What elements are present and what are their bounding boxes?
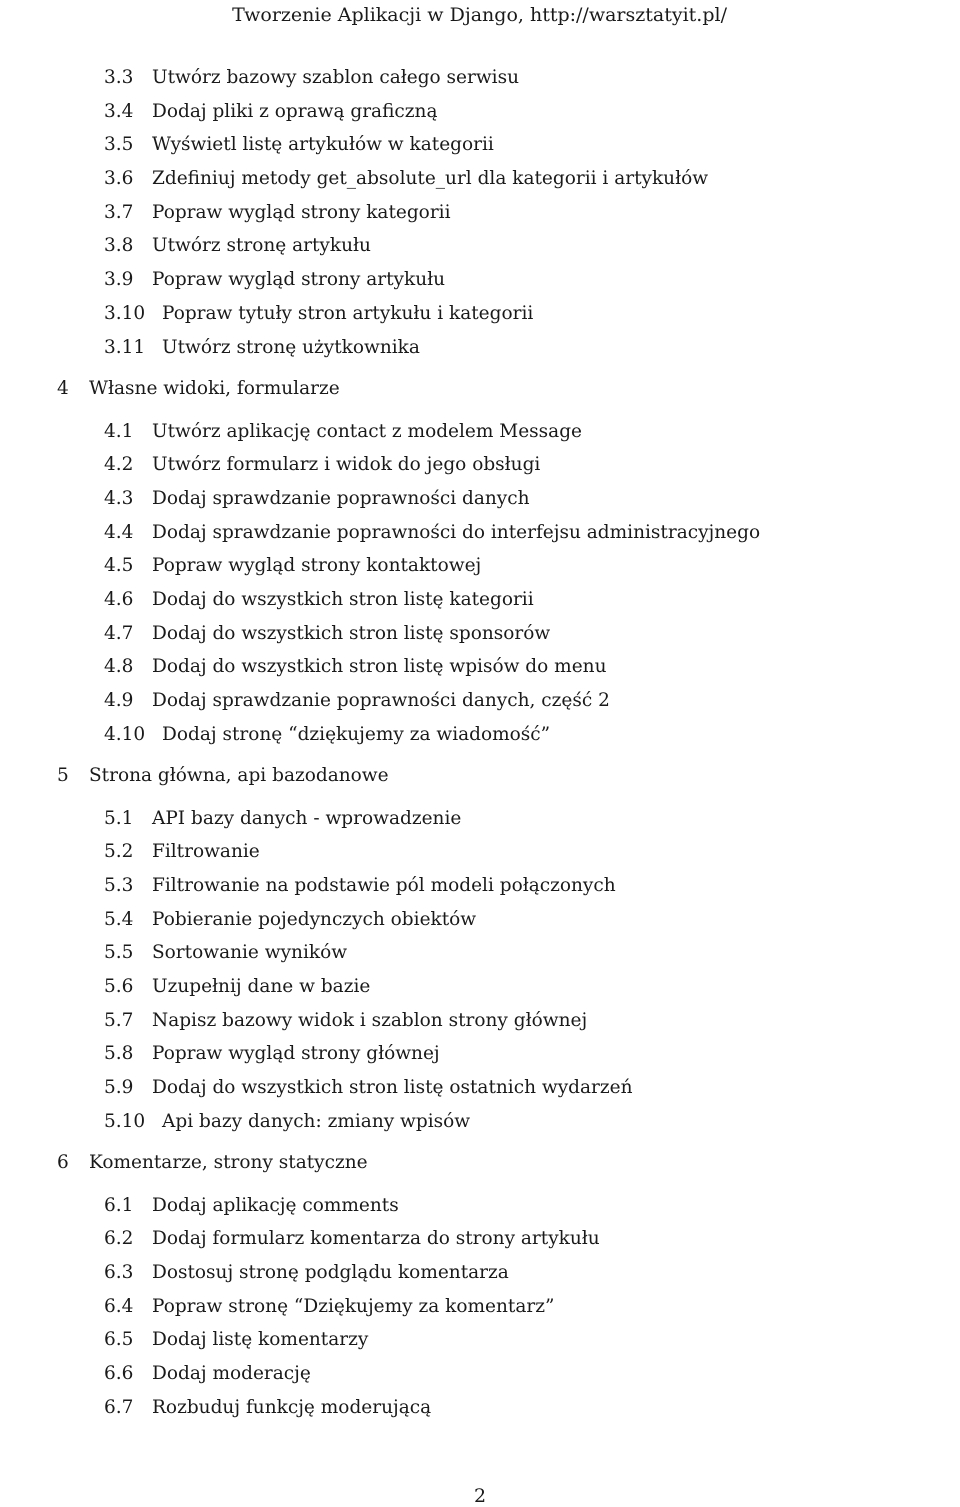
toc-entry-number: 3.9 — [104, 269, 134, 290]
toc-entry-number: 4.4 — [104, 522, 134, 543]
toc-entry-title: Popraw tytuły stron artykułu i kategorii — [162, 303, 534, 324]
toc-entry-number: 3.8 — [104, 235, 134, 256]
toc-entry-number: 5.6 — [104, 976, 134, 997]
toc-entry-title: Sortowanie wyników — [152, 942, 348, 963]
toc-entry-title: Dodaj moderację — [152, 1363, 311, 1384]
toc-entry-title: Popraw wygląd strony kontaktowej — [152, 555, 482, 576]
toc-entry-number: 6.2 — [104, 1228, 134, 1249]
toc-entry-number: 3.11 — [104, 337, 146, 358]
toc-entry-number: 4.5 — [104, 555, 134, 576]
toc-entry-title: Popraw stronę “Dziękujemy za komentarz” — [152, 1296, 555, 1317]
toc-entry-title: Dostosuj stronę podglądu komentarza — [152, 1262, 509, 1283]
toc-entry-title: Dodaj listę komentarzy — [152, 1329, 369, 1350]
toc-entry-number: 3.7 — [104, 202, 134, 223]
toc-entry-number: 4 — [57, 378, 69, 399]
toc-entry-title: Dodaj pliki z oprawą graficzną — [152, 101, 438, 122]
running-header: Tworzenie Aplikacji w Django, http://warsztatyit.pl/ — [232, 4, 727, 26]
toc-entry-title: Dodaj do wszystkich stron listę sponsorów — [152, 623, 551, 644]
toc-entry-number: 3.6 — [104, 168, 134, 189]
toc-entry-title: Pobieranie pojedynczych obiektów — [152, 909, 477, 930]
toc-entry-title: Wyświetl listę artykułów w kategorii — [152, 134, 494, 155]
toc-entry-title: Rozbuduj funkcję moderującą — [152, 1397, 432, 1418]
toc-entry-number: 6.5 — [104, 1329, 134, 1350]
page-number: 2 — [473, 1485, 487, 1507]
toc-entry-title: Utwórz bazowy szablon całego serwisu — [152, 67, 520, 88]
toc-entry-number: 4.9 — [104, 690, 134, 711]
toc-entry-title: Popraw wygląd strony głównej — [152, 1043, 440, 1064]
toc-entry-number: 3.3 — [104, 67, 134, 88]
toc-entry-number: 4.10 — [104, 724, 146, 745]
toc-entry-number: 6.4 — [104, 1296, 134, 1317]
toc-entry-number: 5.1 — [104, 808, 134, 829]
toc-entry-title: Utwórz formularz i widok do jego obsługi — [152, 454, 541, 475]
toc-entry-number: 6.6 — [104, 1363, 134, 1384]
toc-entry-title: Popraw wygląd strony artykułu — [152, 269, 446, 290]
toc-entry-title: Utwórz aplikację contact z modelem Message — [152, 421, 582, 442]
toc-entry-number: 4.7 — [104, 623, 134, 644]
toc-entry-title: Dodaj sprawdzanie poprawności danych, część 2 — [152, 690, 610, 711]
toc-entry-title: Dodaj stronę “dziękujemy za wiadomość” — [162, 724, 551, 745]
toc-entry-title: Filtrowanie na podstawie pól modeli połączonych — [152, 875, 616, 896]
toc-entry-number: 6.7 — [104, 1397, 134, 1418]
toc-entry-title: Strona główna, api bazodanowe — [89, 765, 389, 786]
toc-entry-title: Dodaj aplikację comments — [152, 1195, 399, 1216]
toc-entry-number: 5 — [57, 765, 69, 786]
toc-entry-number: 4.3 — [104, 488, 134, 509]
toc-entry-number: 4.8 — [104, 656, 134, 677]
toc-entry-number: 6 — [57, 1152, 69, 1173]
toc-entry-number: 5.2 — [104, 841, 134, 862]
toc-entry-title: Popraw wygląd strony kategorii — [152, 202, 451, 223]
toc-entry-title: Napisz bazowy widok i szablon strony głównej — [152, 1010, 588, 1031]
toc-entry-title: Komentarze, strony statyczne — [89, 1152, 368, 1173]
toc-entry-title: Utwórz stronę artykułu — [152, 235, 371, 256]
toc-entry-title: API bazy danych - wprowadzenie — [152, 808, 462, 829]
toc-entry-title: Dodaj do wszystkich stron listę ostatnich wydarzeń — [152, 1077, 633, 1098]
toc-entry-number: 5.5 — [104, 942, 134, 963]
toc-entry-number: 6.3 — [104, 1262, 134, 1283]
toc-entry-title: Dodaj sprawdzanie poprawności do interfejsu administracyjnego — [152, 522, 761, 543]
toc-entry-title: Dodaj sprawdzanie poprawności danych — [152, 488, 530, 509]
toc-entry-number: 6.1 — [104, 1195, 134, 1216]
toc-entry-title: Dodaj do wszystkich stron listę kategorii — [152, 589, 534, 610]
toc-entry-title: Utwórz stronę użytkownika — [162, 337, 420, 358]
toc-entry-number: 5.4 — [104, 909, 134, 930]
toc-entry-number: 3.10 — [104, 303, 146, 324]
toc-entry-number: 5.3 — [104, 875, 134, 896]
toc-entry-title: Dodaj do wszystkich stron listę wpisów do menu — [152, 656, 607, 677]
toc-entry-number: 5.7 — [104, 1010, 134, 1031]
toc-entry-title: Uzupełnij dane w bazie — [152, 976, 371, 997]
toc-entry-number: 4.2 — [104, 454, 134, 475]
toc-entry-number: 5.9 — [104, 1077, 134, 1098]
toc-entry-number: 3.4 — [104, 101, 134, 122]
toc-entry-title: Dodaj formularz komentarza do strony artykułu — [152, 1228, 600, 1249]
toc-entry-number: 5.8 — [104, 1043, 134, 1064]
toc-entry-title: Api bazy danych: zmiany wpisów — [162, 1111, 471, 1132]
toc-entry-title: Filtrowanie — [152, 841, 260, 862]
toc-entry-title: Własne widoki, formularze — [89, 378, 340, 399]
toc-entry-title: Zdefiniuj metody get_absolute_url dla kategorii i artykułów — [152, 168, 709, 189]
toc-entry-number: 5.10 — [104, 1111, 146, 1132]
toc-entry-number: 3.5 — [104, 134, 134, 155]
toc-entry-number: 4.1 — [104, 421, 134, 442]
toc-entry-number: 4.6 — [104, 589, 134, 610]
